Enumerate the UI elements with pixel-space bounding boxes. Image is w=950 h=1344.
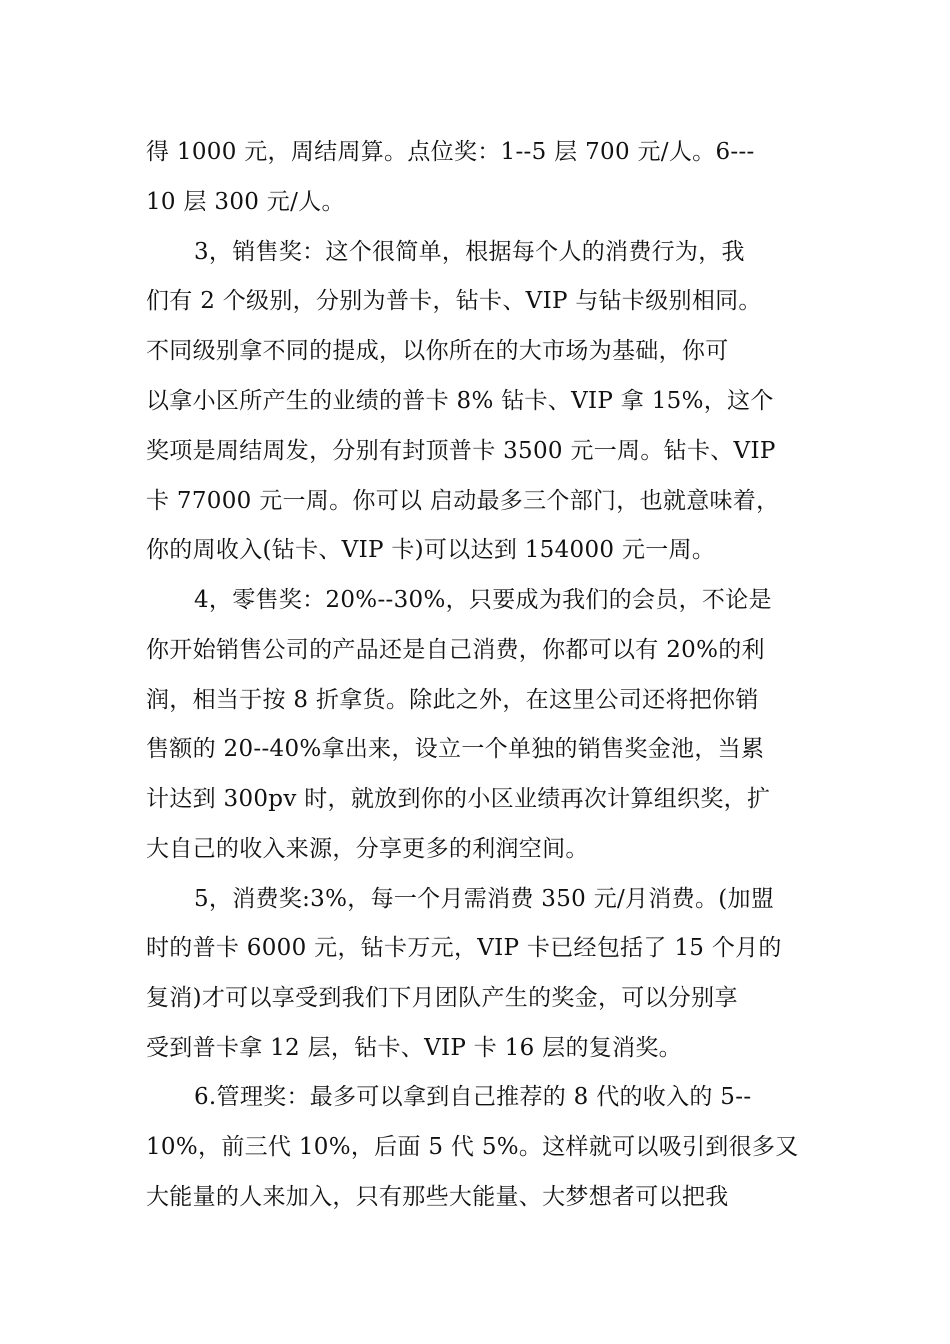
text-line: 售额的 20--40%拿出来，设立一个单独的销售奖金池，当累 xyxy=(146,736,765,762)
paragraph-6-first-line: 6.管理奖：最多可以拿到自己推荐的 8 代的收入的 5-- xyxy=(194,1084,752,1110)
text-line: 计达到 300pv 时，就放到你的小区业绩再次计算组织奖，扩 xyxy=(146,786,771,812)
text-line: 你开始销售公司的产品还是自己消费，你都可以有 20%的利 xyxy=(146,637,765,663)
paragraph-5-first-line: 5，消费奖:3%，每一个月需消费 350 元/月消费。(加盟 xyxy=(194,886,775,912)
text-line: 大能量的人来加入，只有那些大能量、大梦想者可以把我 xyxy=(146,1184,729,1210)
text-line: 润，相当于按 8 折拿货。除此之外，在这里公司还将把你销 xyxy=(146,687,759,713)
text-line: 卡 77000 元一周。你可以 启动最多三个部门，也就意味着， xyxy=(146,488,780,514)
text-line: 大自己的收入来源，分享更多的利润空间。 xyxy=(146,836,589,862)
text-line: 们有 2 个级别，分别为普卡，钻卡、VIP 与钻卡级别相同。 xyxy=(146,288,762,314)
text-line: 奖项是周结周发，分别有封顶普卡 3500 元一周。钻卡、VIP xyxy=(146,438,776,464)
paragraph-4-first-line: 4，零售奖：20%--30%，只要成为我们的会员，不论是 xyxy=(194,587,772,613)
text-line: 10 层 300 元/人。 xyxy=(146,189,345,215)
text-line: 以拿小区所产生的业绩的普卡 8% 钻卡、VIP 拿 15%，这个 xyxy=(146,388,774,414)
text-line: 时的普卡 6000 元，钻卡万元，VIP 卡已经包括了 15 个月的 xyxy=(146,935,782,961)
text-line: 你的周收入(钻卡、VIP 卡)可以达到 154000 元一周。 xyxy=(146,537,716,563)
text-line: 不同级别拿不同的提成，以你所在的大市场为基础，你可 xyxy=(146,338,729,364)
text-line: 10%，前三代 10%，后面 5 代 5%。这样就可以吸引到很多又 xyxy=(146,1134,799,1160)
paragraph-3-first-line: 3，销售奖：这个很简单，根据每个人的消费行为，我 xyxy=(194,239,745,265)
text-line: 受到普卡拿 12 层，钻卡、VIP 卡 16 层的复消奖。 xyxy=(146,1035,682,1061)
text-line: 复消)才可以享受到我们下月团队产生的奖金，可以分别享 xyxy=(146,985,738,1011)
text-line: 得 1000 元，周结周算。点位奖：1--5 层 700 元/人。6--- xyxy=(146,139,755,165)
